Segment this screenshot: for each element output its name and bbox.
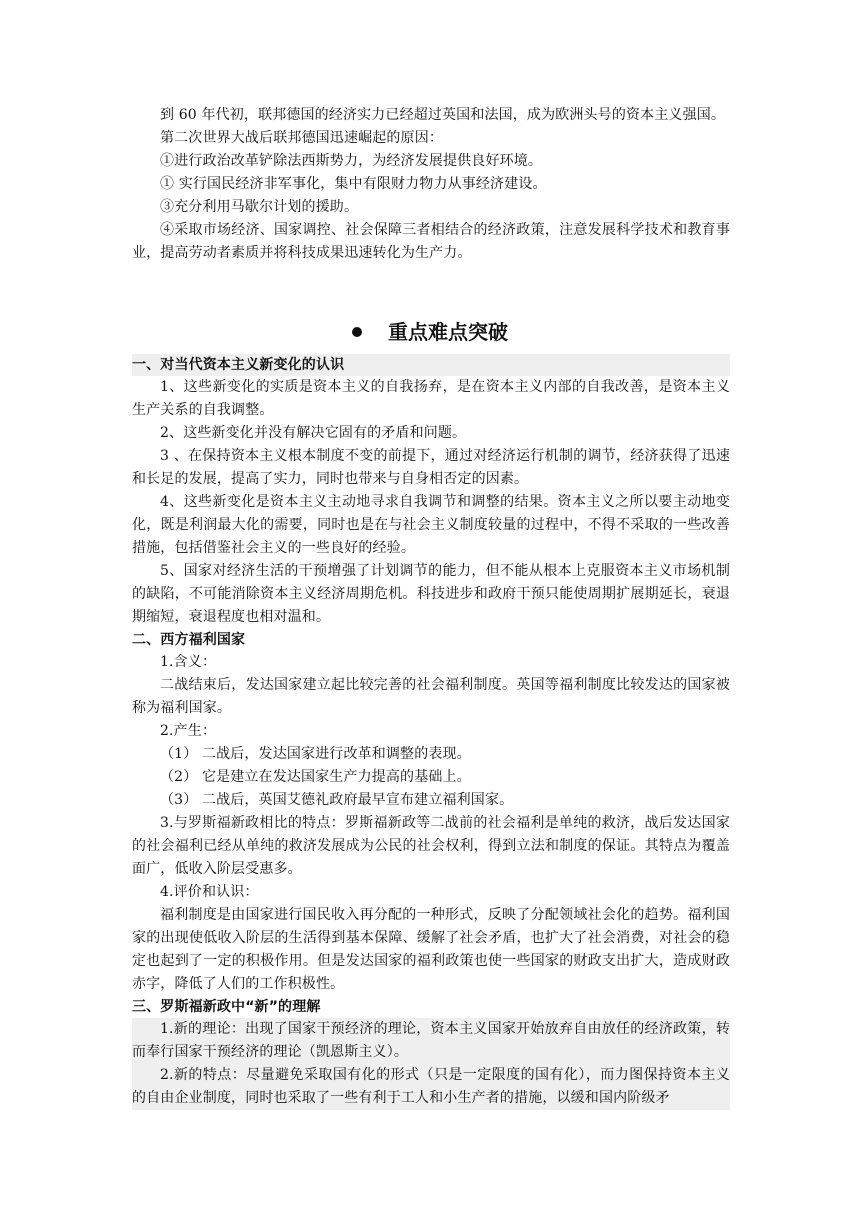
paragraph: 3 、在保持资本主义根本制度不变的前提下，通过对经济运行机制的调节，经济获得了迅速和长足的发展，提高了实力，同时也带来与自身相否定的因素。 [132, 448, 730, 487]
intro-paragraph: ④采取市场经济、国家调控、社会保障三者相结合的经济政策，注意发展科学技术和教育事业，提高劳动者素质并将科技成果迅速转化为生产力。 [132, 222, 730, 261]
paragraph: 4、这些新变化是资本主义主动地寻求自我调节和调整的结果。资本主义之所以要主动地变化，既是利润最大化的需要，同时也是在与社会主义制度较量的过程中，不得不采取的一些改善措施，包括借鉴社会主义的一些良好的经验。 [132, 494, 730, 556]
intro-paragraph: ①进行政治改革铲除法西斯势力，为经济发展提供良好环境。 [160, 153, 543, 169]
paragraph: 1、这些新变化的实质是资本主义的自我扬弃，是在资本主义内部的自我改善，是资本主义生产关系的自我调整。 [132, 379, 730, 418]
heading-2: 二、西方福利国家 [132, 632, 246, 648]
label: 4.评价和认识： [160, 884, 259, 900]
paragraph: 二战结束后，发达国家建立起比较完善的社会福利制度。英国等福利制度比较发达的国家被称为福利国家。 [132, 677, 730, 716]
intro-paragraph: ① 实行国民经济非军事化，集中有限财力物力从事经济建设。 [160, 176, 547, 192]
bullet-icon [352, 327, 362, 337]
intro-paragraph: 第二次世界大战后联邦德国迅速崛起的原因： [160, 130, 443, 146]
intro-paragraph: 到 60 年代初，联邦德国的经济实力已经超过英国和法国，成为欧洲头号的资本主义强国。 [160, 107, 726, 123]
intro-paragraph: ③充分利用马歇尔计划的援助。 [160, 199, 359, 215]
section-title-text: 重点难点突破 [388, 320, 508, 344]
heading-3: 三、罗斯福新政中“新”的理解 [132, 999, 321, 1015]
paragraph: 3.与罗斯福新政相比的特点：罗斯福新政等二战前的社会福利是单纯的救济，战后发达国家的社会福利已经从单纯的救济发展成为公民的社会权利，得到立法和制度的保证。其特点为覆盖面广，低收入阶层受惠多。 [132, 815, 730, 877]
body-section [132, 354, 730, 1110]
paragraph: 5、国家对经济生活的干预增强了计划调节的能力，但不能从根本上克服资本主义市场机制的缺陷，不可能消除资本主义经济周期危机。科技进步和政府干预只能使周期扩展期延长，衰退期缩短，衰退程度也相对温和。 [132, 563, 730, 625]
list-item: （3） 二战后，英国艾德礼政府最早宣布建立福利国家。 [160, 792, 514, 808]
intro-section [132, 104, 730, 265]
heading-1: 一、对当代资本主义新变化的认识 [132, 354, 730, 376]
paragraph: 2、这些新变化并没有解决它固有的矛盾和问题。 [160, 425, 467, 441]
paragraph: 2.新的特点：尽量避免采取国有化的形式（只是一定限度的国有化），而力图保持资本主义的自由企业制度，同时也采取了一些有利于工人和小生产者的措施，以缓和国内阶级矛 [132, 1064, 730, 1110]
list-item: （1） 二战后，发达国家进行改革和调整的表现。 [160, 746, 471, 762]
label: 2.产生： [160, 723, 217, 739]
label: 1.含义： [160, 654, 217, 670]
list-item: （2） 它是建立在发达国家生产力提高的基础上。 [160, 769, 471, 785]
section-title [0, 316, 860, 345]
paragraph: 福利制度是由国家进行国民收入再分配的一种形式，反映了分配领域社会化的趋势。福利国家的出现使低收入阶层的生活得到基本保障、缓解了社会矛盾，也扩大了社会消费，对社会的稳定也起到了一定的积极作用。但是发达国家的福利政策也使一些国家的财政支出扩大，造成财政赤字，降低了人们的工作积极性。 [132, 907, 730, 992]
paragraph: 1.新的理论：出现了国家干预经济的理论，资本主义国家开始放弃自由放任的经济政策，转而奉行国家干预经济的理论（凯恩斯主义）。 [132, 1018, 730, 1064]
